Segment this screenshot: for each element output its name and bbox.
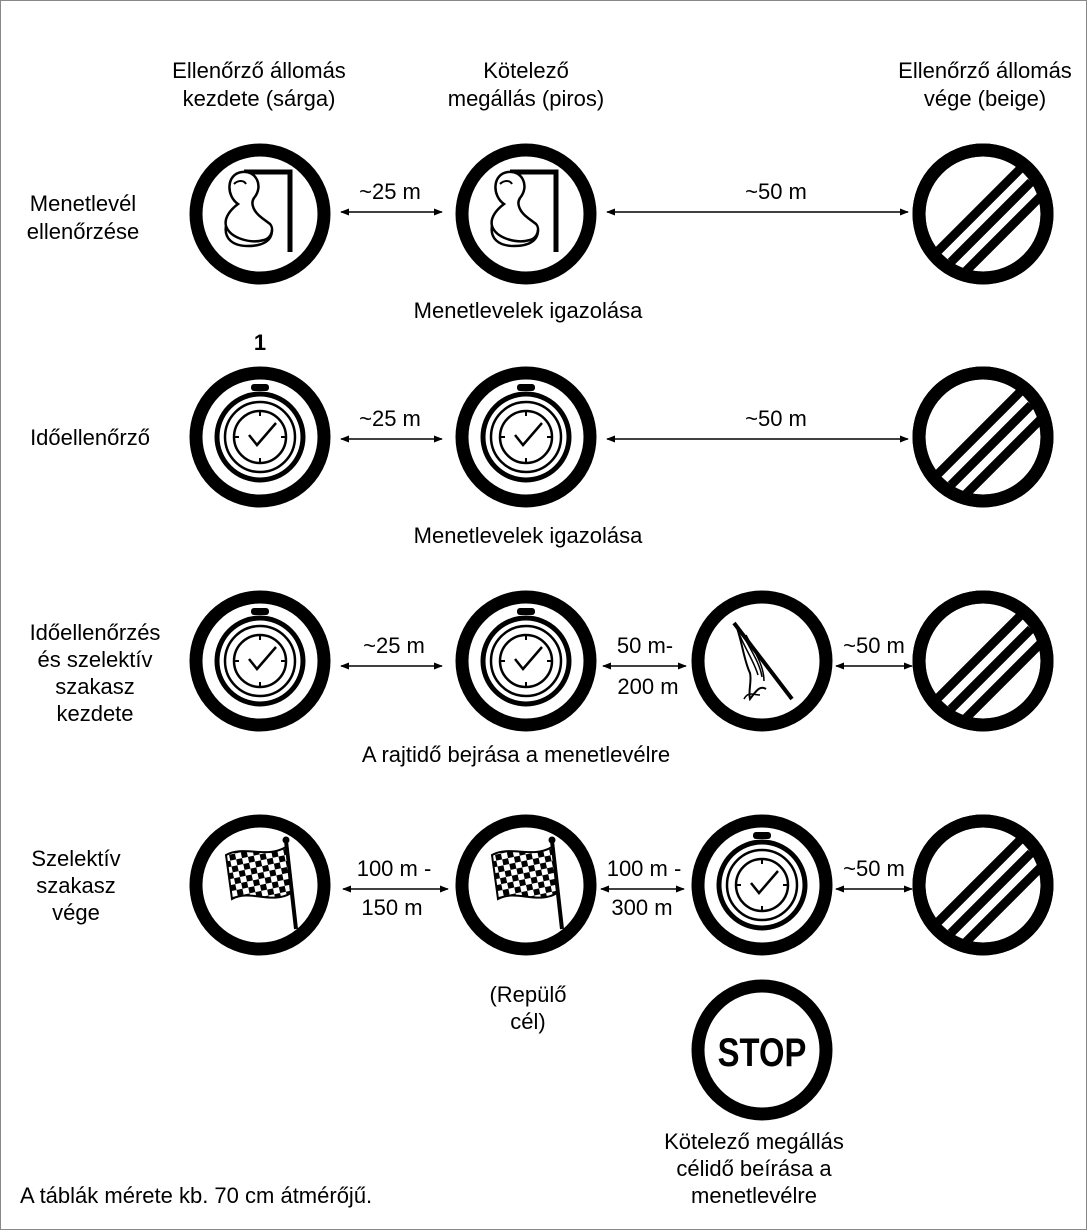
time-control-end-sign <box>919 373 1047 501</box>
header-stop-line1: Kötelező <box>483 58 569 83</box>
stage-start-time-stop-sign <box>462 597 590 725</box>
header-end-line2: vége (beige) <box>923 86 1047 111</box>
stage-start-end-sign <box>919 597 1047 725</box>
row4-distance1-line1: 100 m - <box>356 856 432 881</box>
row4-distance2-line1: 100 m - <box>606 856 682 881</box>
time-control-start-sign <box>196 373 324 501</box>
stage-start-time-control-sign <box>196 597 324 725</box>
row1-caption: Menetlevelek igazolása <box>413 298 643 323</box>
row3-label-line2: és szelektív <box>37 647 153 672</box>
header-start-line1: Ellenőrző állomás <box>172 58 346 83</box>
header-stop-line2: megállás (piros) <box>447 86 605 111</box>
row3-label-line3: szakasz <box>55 674 135 699</box>
row4-distance1-line2: 150 m <box>361 895 423 920</box>
row4-distance2-line2: 300 m <box>611 895 673 920</box>
row1-distance2: ~50 m <box>745 179 807 204</box>
row2-distance2: ~50 m <box>745 406 807 431</box>
stop-sign-text: STOP <box>717 1029 807 1075</box>
row3-distance1: ~25 m <box>363 633 425 658</box>
finish-time-control-sign <box>698 821 826 949</box>
row2-marker: 1 <box>253 330 267 355</box>
stage-start-flag-sign <box>698 597 826 725</box>
time-control-stop-sign <box>462 373 590 501</box>
row1-distance1: ~25 m <box>359 179 421 204</box>
row3-distance2-line1: 50 m- <box>616 633 674 658</box>
flying-finish-flag-sign <box>462 821 590 949</box>
flying-finish-line1: (Repülő <box>489 982 567 1007</box>
header-start-line2: kezdete (sárga) <box>182 86 336 111</box>
row4-label-line3: vége <box>52 900 100 925</box>
finish-end-sign <box>919 821 1047 949</box>
row2-distance1: ~25 m <box>359 406 421 431</box>
row3-label-line1: Időellenőrzés <box>29 620 161 645</box>
header-end-line1: Ellenőrző állomás <box>898 58 1072 83</box>
footnote: A táblák mérete kb. 70 cm átmérőjű. <box>20 1183 373 1208</box>
row4-distance3: ~50 m <box>843 856 905 881</box>
row3-label-line4: kezdete <box>56 701 134 726</box>
stop-caption-line2: célidő beírása a <box>676 1156 832 1181</box>
row2-caption: Menetlevelek igazolása <box>413 523 643 548</box>
passage-control-stop-sign <box>462 150 590 278</box>
row1-label-line1: Menetlevél <box>29 191 137 216</box>
control-zone-end-sign <box>919 150 1047 278</box>
row2-label-line1: Időellenőrző <box>30 425 150 450</box>
row4-label-line2: szakasz <box>36 873 116 898</box>
row4-label-line1: Szelektív <box>31 846 121 871</box>
row1-label-line2: ellenőrzése <box>26 219 140 244</box>
stop-caption-line1: Kötelező megállás <box>664 1129 844 1154</box>
row3-caption: A rajtidő bejrása a menetlevélre <box>361 742 671 767</box>
flying-finish-line2: cél) <box>510 1009 546 1034</box>
row3-distance2-line2: 200 m <box>617 674 679 699</box>
finish-warning-flag-sign <box>196 821 324 949</box>
stop-caption-line3: menetlevélre <box>691 1183 817 1208</box>
passage-control-start-sign <box>196 150 324 278</box>
row3-distance3: ~50 m <box>843 633 905 658</box>
